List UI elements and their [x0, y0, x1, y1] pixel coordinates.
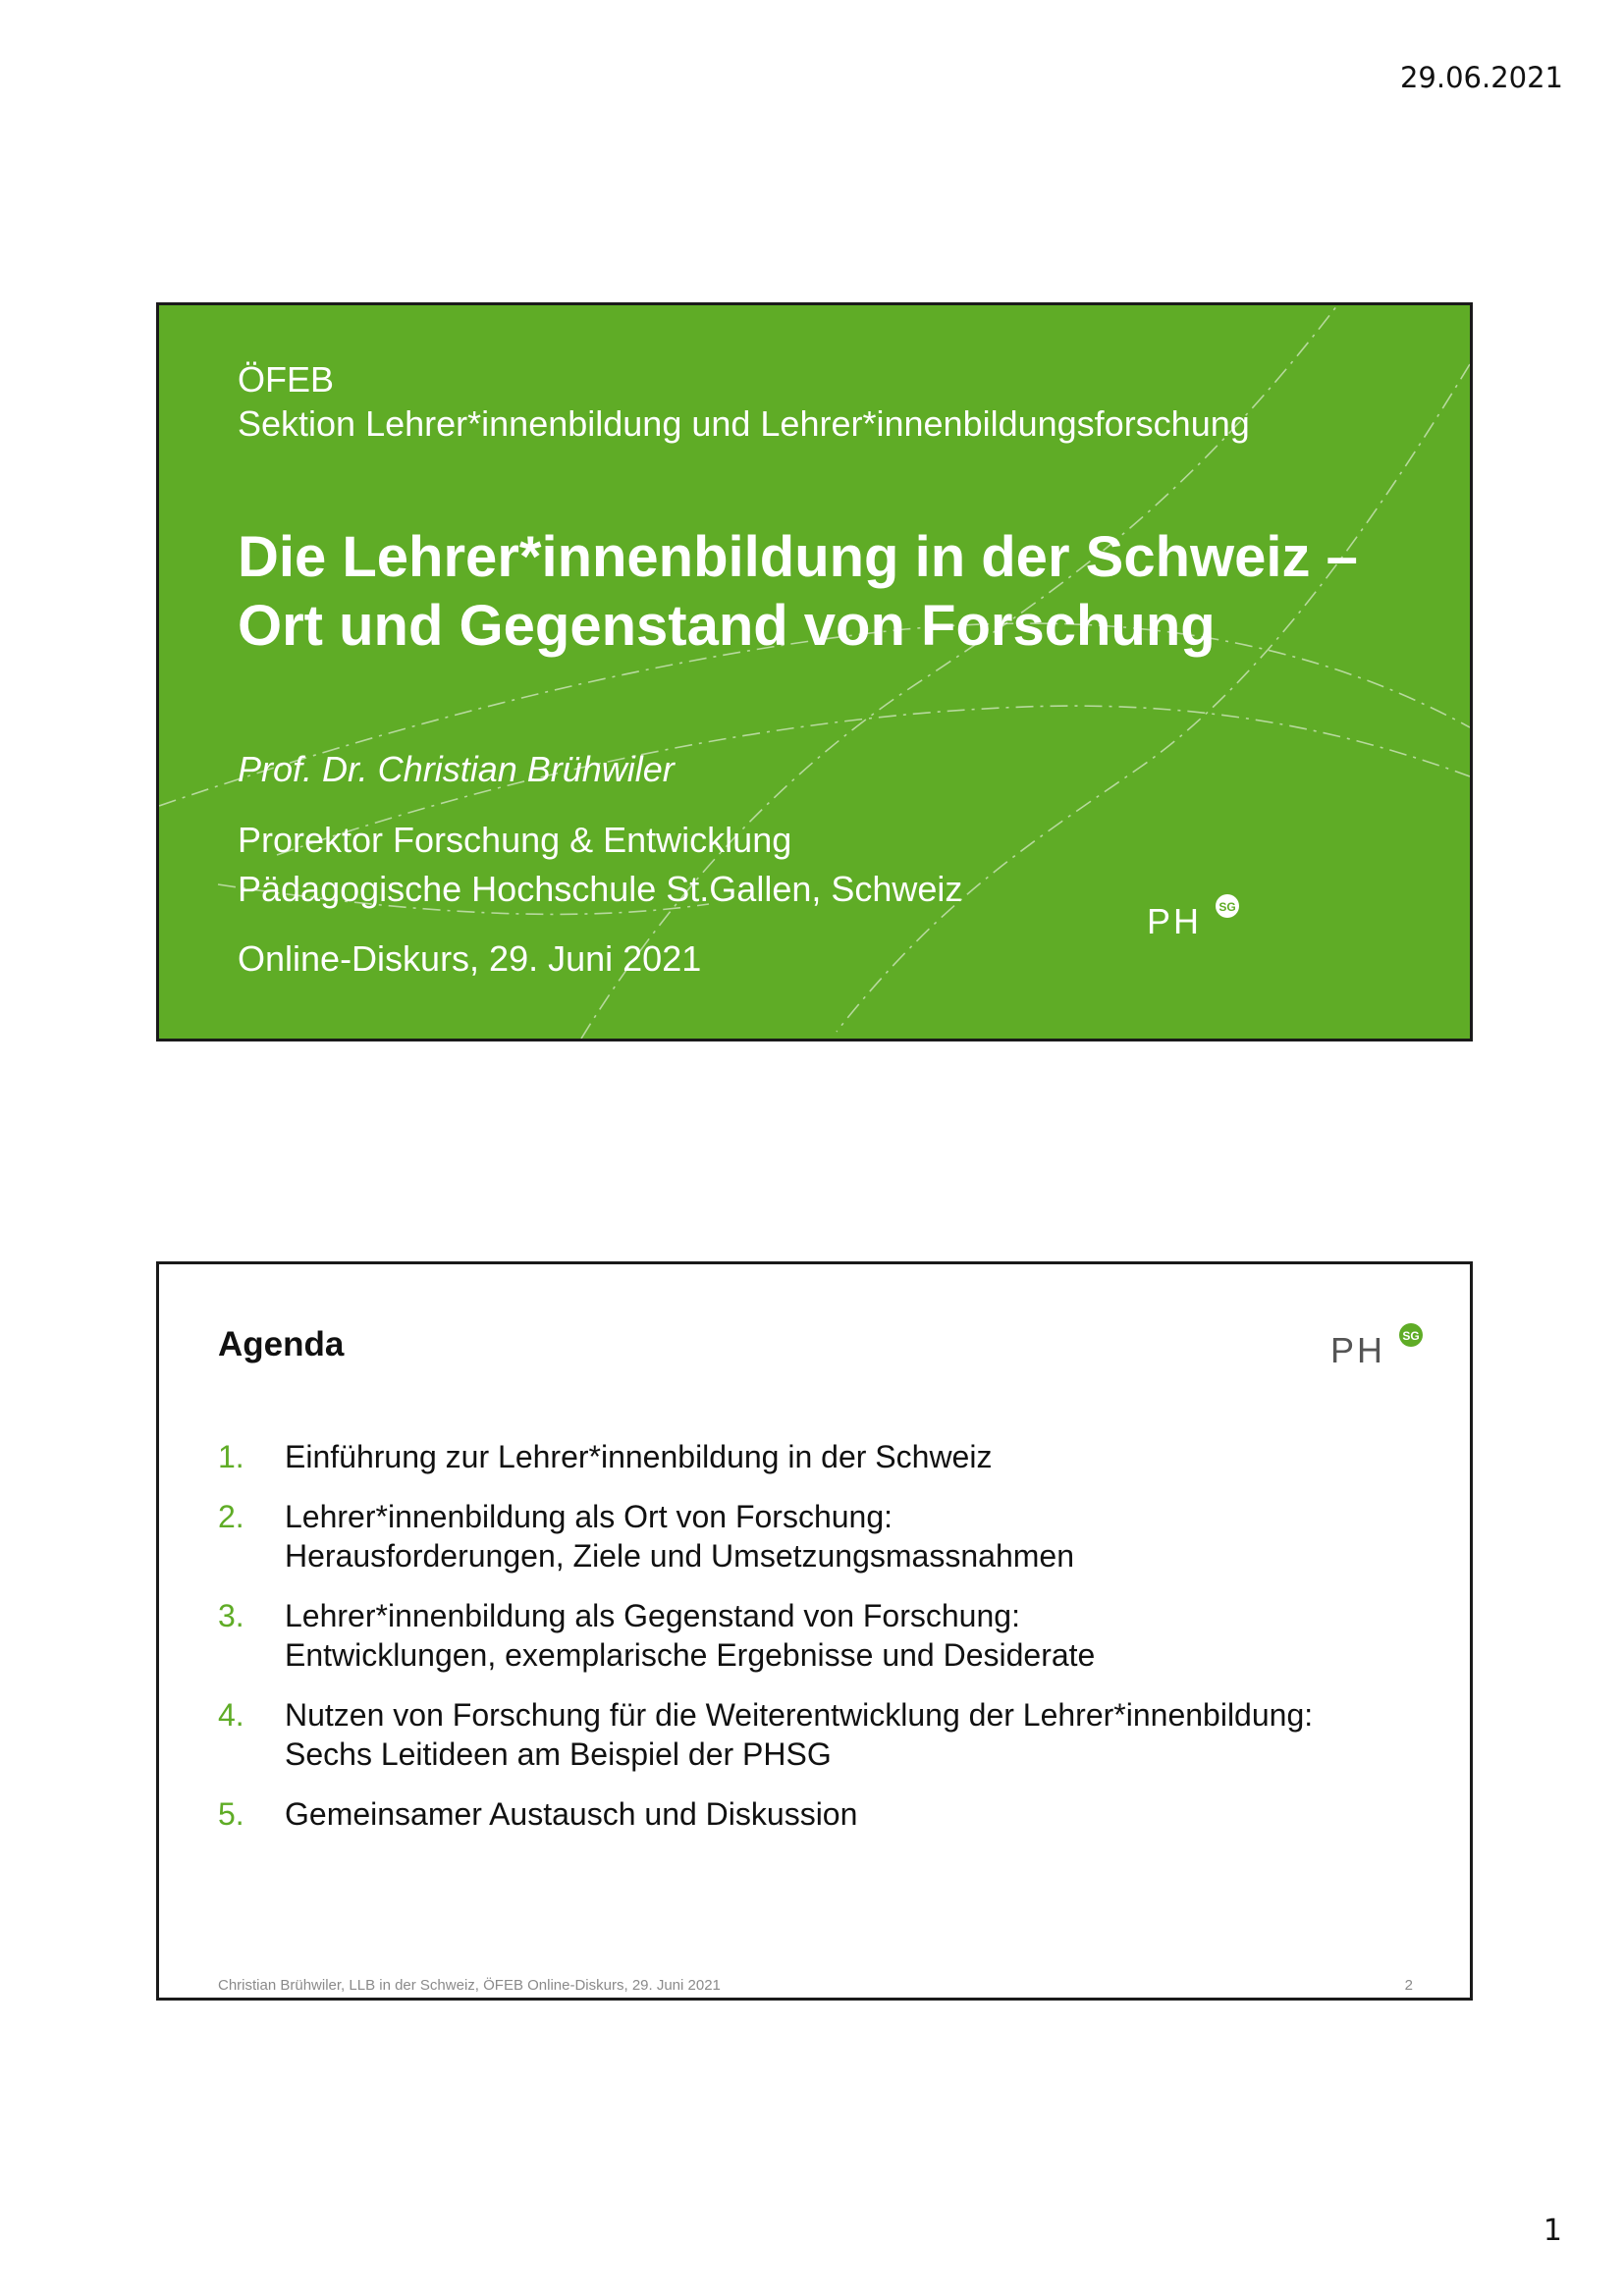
- agenda-item-number: 2.: [218, 1499, 244, 1534]
- presentation-title: [238, 523, 1416, 661]
- agenda-item-text: Einführung zur Lehrer*innenbildung in der Schweiz: [285, 1439, 993, 1474]
- phsg-logo-text: PH: [1147, 901, 1203, 939]
- phsg-logo-text: PH: [1330, 1330, 1386, 1368]
- author-institution: Pädagogische Hochschule St.Gallen, Schweiz: [238, 869, 963, 909]
- title-slide: [156, 302, 1473, 1041]
- agenda-item-text: Lehrer*innenbildung als Ort von Forschung: Herausforderungen, Ziele und Umsetzungsmassnahmen: [285, 1499, 1074, 1574]
- agenda-item: [218, 1695, 1416, 1774]
- agenda-item-number: 1.: [218, 1439, 244, 1474]
- agenda-item-text: Lehrer*innenbildung als Gegenstand von Forschung: Entwicklungen, exemplarische Ergebnisse und Desiderate: [285, 1598, 1096, 1673]
- slide-page-number: 2: [1404, 1977, 1413, 1994]
- agenda-item-number: 3.: [218, 1598, 244, 1633]
- page-number: 1: [1543, 2214, 1562, 2248]
- agenda-list: [218, 1437, 1416, 1854]
- title-line-2: Ort und Gegenstand von Forschung: [238, 594, 1216, 658]
- agenda-item-text: Gemeinsamer Austausch und Diskussion: [285, 1796, 858, 1832]
- agenda-item-number: 5.: [218, 1796, 244, 1832]
- agenda-item: [218, 1497, 1416, 1575]
- agenda-item: [218, 1437, 1416, 1476]
- section-name: Sektion Lehrer*innenbildung und Lehrer*innenbildungsforschung: [238, 403, 1250, 444]
- agenda-item-number: 4.: [218, 1697, 244, 1733]
- title-line-1: Die Lehrer*innenbildung in der Schweiz –: [238, 525, 1358, 589]
- author-name: Prof. Dr. Christian Brühwiler: [238, 749, 675, 789]
- agenda-slide: [156, 1261, 1473, 2001]
- agenda-title: Agenda: [218, 1325, 345, 1363]
- phsg-logo: [1330, 1321, 1429, 1368]
- slide-footer: Christian Brühwiler, LLB in der Schweiz, ÖFEB Online-Diskurs, 29. Juni 2021: [218, 1977, 721, 1994]
- event-info: Online-Diskurs, 29. Juni 2021: [238, 938, 702, 979]
- page-date: 29.06.2021: [1399, 61, 1563, 94]
- org-name: ÖFEB: [238, 359, 335, 400]
- phsg-logo-badge-text: SG: [1402, 1329, 1420, 1343]
- phsg-logo: [1147, 892, 1245, 939]
- agenda-item-text: Nutzen von Forschung für die Weiterentwicklung der Lehrer*innenbildung: Sechs Leitideen am Beispiel der PHSG: [285, 1697, 1314, 1772]
- agenda-item: [218, 1794, 1416, 1834]
- author-role: Prorektor Forschung & Entwicklung: [238, 820, 792, 860]
- phsg-logo-badge-text: SG: [1218, 900, 1236, 914]
- agenda-item: [218, 1596, 1416, 1675]
